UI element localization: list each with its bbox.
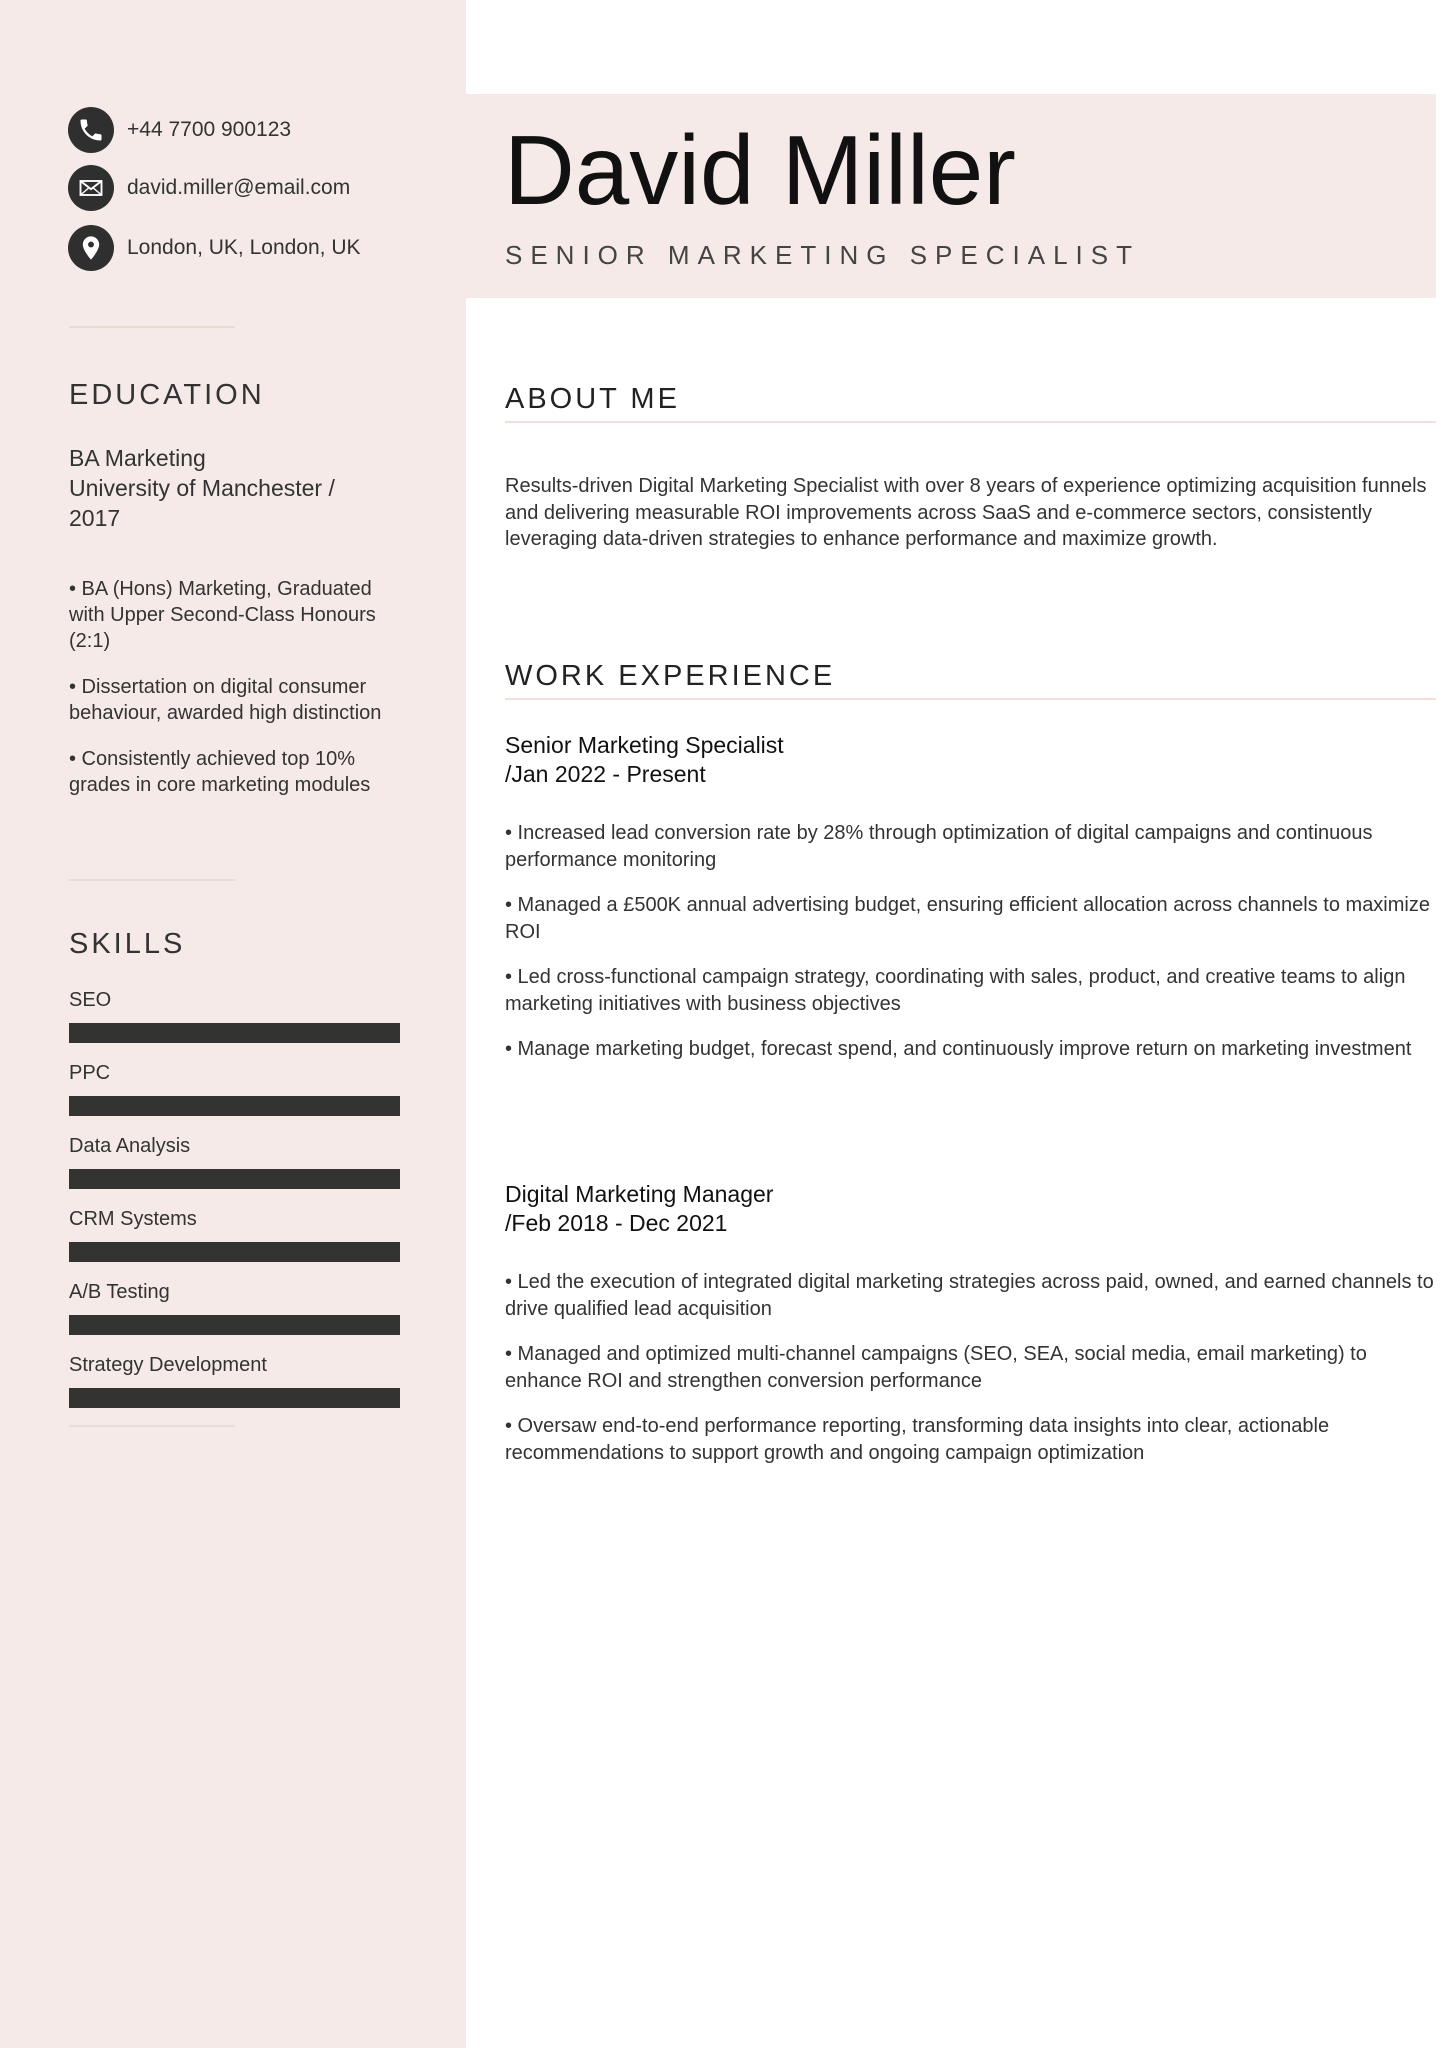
job-title: Senior Marketing Specialist [505,732,784,758]
skill-name: SEO [69,989,112,1011]
sidebar-divider [69,1425,235,1427]
job-dates: /Feb 2018 - Dec 2021 [505,1210,728,1236]
contact-phone [68,106,291,154]
sidebar-divider [69,326,235,328]
job-bullet: • Manage marketing budget, forecast spend, and continuously improve return on marketing investment [505,1038,1412,1060]
skill-bar [69,1169,400,1189]
skill-bar-fill [69,1242,400,1262]
job-dates: /Jan 2022 - Present [505,761,706,787]
skill-item [69,1206,400,1262]
phone-icon [68,107,114,153]
skill-name: Data Analysis [69,1135,191,1157]
job-bullets [505,1269,1435,1466]
education-bullet: • Consistently achieved top 10% grades in core marketing modules [69,748,371,796]
candidate-name: David Miller [504,115,1016,225]
skill-bar-fill [69,1096,400,1116]
contact-email [68,164,350,212]
skill-name: A/B Testing [69,1281,170,1303]
job-title: Digital Marketing Manager [505,1181,774,1207]
skill-bar-fill [69,1315,400,1335]
skills-heading: SKILLS [69,928,186,960]
education-bullet: • BA (Hons) Marketing, Graduated with Upper Second-Class Honours (2:1) [69,578,376,652]
skill-item [69,1060,400,1116]
skill-bar-fill [69,1169,400,1189]
job-entry [505,1180,1435,1485]
candidate-title: SENIOR MARKETING SPECIALIST [505,240,1140,270]
section-divider [505,698,1436,700]
skill-item [69,1133,400,1189]
skill-bar [69,1388,400,1408]
skill-bar-fill [69,1388,400,1408]
work-experience-heading: WORK EXPERIENCE [505,660,836,692]
education-heading: EDUCATION [69,379,265,411]
email-address: david.miller@email.com [127,176,351,199]
skill-bar [69,1315,400,1335]
skill-item [69,1352,400,1408]
job-bullet: • Led cross-functional campaign strategy, coordinating with sales, product, and creative teams to align marketing initiatives with business objectives [505,966,1406,1015]
skill-bar [69,1023,400,1043]
skill-bar [69,1096,400,1116]
job-bullet: • Oversaw end-to-end performance reporting, transforming data insights into clear, actionable recommendations to support growth and ongoing campaign optimization [505,1415,1330,1464]
job-bullet: • Managed a £500K annual advertising budget, ensuring efficient allocation across channels to maximize ROI [505,894,1430,943]
skill-item [69,1279,400,1335]
education-entry [69,443,389,533]
sidebar-divider [69,879,235,881]
job-bullet: • Led the execution of integrated digital marketing strategies across paid, owned, and earned channels to drive qualified lead acquisition [505,1271,1434,1320]
job-bullets [505,820,1435,1063]
job-bullet: • Managed and optimized multi-channel campaigns (SEO, SEA, social media, email marketing) to enhance ROI and strengthen conversion performance [505,1343,1367,1392]
skill-bar [69,1242,400,1262]
skill-name: CRM Systems [69,1208,197,1230]
phone-number: +44 7700 900123 [127,118,292,141]
skill-item [69,987,400,1043]
skill-name: PPC [69,1062,111,1084]
skill-bar-fill [69,1023,400,1043]
education-degree: BA Marketing [69,445,206,471]
about-heading: ABOUT ME [505,383,680,415]
education-institution-year: University of Manchester / 2017 [69,475,335,531]
job-entry [505,731,1435,1082]
location-text: London, UK, London, UK [127,236,361,259]
contact-location [68,224,361,272]
sidebar [0,0,466,2048]
about-text: Results-driven Digital Marketing Specialist with over 8 years of experience optimizing acquisition funnels and delivering measurable ROI improvements across SaaS and e-commerce sectors, consistently leveraging data-driven strategies to enhance performance and maximize growth. [505,475,1427,550]
map-pin-icon [68,225,114,271]
envelope-icon [68,165,114,211]
education-bullet: • Dissertation on digital consumer behaviour, awarded high distinction [69,676,382,724]
education-bullets [69,576,409,818]
section-divider [505,421,1436,423]
skill-name: Strategy Development [69,1354,267,1376]
job-bullet: • Increased lead conversion rate by 28% through optimization of digital campaigns and continuous performance monitoring [505,822,1373,871]
